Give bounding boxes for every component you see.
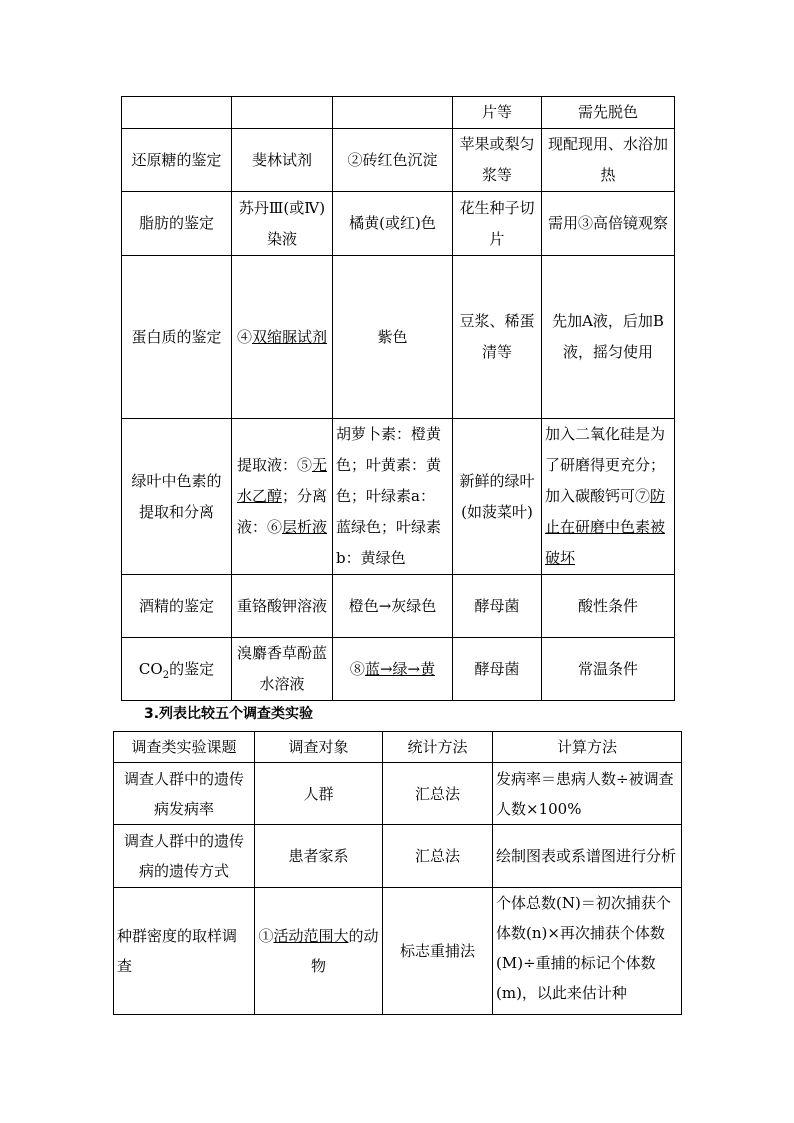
table-cell: 片等: [453, 97, 542, 129]
subscript: 2: [162, 669, 170, 681]
cell-text: 的鉴定: [169, 659, 215, 678]
table-cell: 调查人群中的遗传病的遗传方式: [114, 825, 255, 888]
table-row: [122, 638, 675, 701]
cell-text: CO: [138, 659, 163, 678]
table-cell: 需先脱色: [542, 97, 675, 129]
table-cell: 还原糖的鉴定: [122, 129, 232, 192]
table-cell: 胡萝卜素：橙黄色；叶黄素：黄色；叶绿素a：蓝绿色；叶绿素b：黄绿色: [333, 419, 453, 575]
cell-text: 的动物: [310, 927, 379, 975]
column-header: 调查对象: [255, 732, 383, 763]
cell-text: 加入二氧化硅是为了研磨得更充分；加入碳酸钙可⑦: [545, 425, 666, 505]
table-row: [122, 129, 675, 192]
answer-number: ①: [258, 927, 274, 945]
table-cell: 酵母菌: [453, 638, 542, 701]
table-row: [122, 192, 675, 256]
answer-text: 层析液: [282, 518, 328, 536]
column-header: 统计方法: [383, 732, 493, 763]
table-cell: [255, 888, 383, 1015]
table-cell: [122, 638, 232, 701]
table-cell: 患者家系: [255, 825, 383, 888]
table-cell: [232, 419, 333, 575]
table-row: [114, 825, 682, 888]
table-cell: 重铬酸钾溶液: [232, 575, 333, 638]
table-header-row: [114, 732, 682, 763]
table-cell: 紫色: [333, 256, 453, 419]
cell-text: ；分离液：⑥: [236, 487, 328, 536]
table-cell: 现配现用、水浴加热: [542, 129, 675, 192]
survey-experiments-table: [113, 731, 682, 1015]
table-cell: 酵母菌: [453, 575, 542, 638]
answer-number: ④: [236, 327, 252, 346]
answer-text: 无水乙醇: [236, 456, 328, 505]
table-cell: 酸性条件: [542, 575, 675, 638]
answer-text: 活动范围大: [273, 927, 349, 945]
table-cell: ②砖红色沉淀: [333, 129, 453, 192]
table-cell: [542, 419, 675, 575]
table-cell: [333, 97, 453, 129]
table-cell: 溴麝香草酚蓝水溶液: [232, 638, 333, 701]
table-cell: 橙色→灰绿色: [333, 575, 453, 638]
table-cell: 人群: [255, 763, 383, 825]
cell-text: 提取液：⑤: [236, 456, 312, 474]
column-header: 计算方法: [493, 732, 682, 763]
table-cell: 苏丹Ⅲ(或Ⅳ)染液: [232, 192, 333, 256]
table-row: [122, 575, 675, 638]
table-cell: 蛋白质的鉴定: [122, 256, 232, 419]
table-cell: 酒精的鉴定: [122, 575, 232, 638]
table-cell: 豆浆、稀蛋清等: [453, 256, 542, 419]
answer-text: 防止在研磨中色素被破坏: [545, 487, 666, 567]
table-cell: 调查人群中的遗传病发病率: [114, 763, 255, 825]
table-cell: 花生种子切片: [453, 192, 542, 256]
table-cell: 汇总法: [383, 825, 493, 888]
table-cell: 需用③高倍镜观察: [542, 192, 675, 256]
table-row: [122, 97, 675, 129]
table-row: [122, 419, 675, 575]
column-header: 调查类实验课题: [114, 732, 255, 763]
table-cell: 苹果或梨匀浆等: [453, 129, 542, 192]
table-cell: 脂肪的鉴定: [122, 192, 232, 256]
answer-text: 蓝→绿→黄: [364, 659, 436, 678]
table-cell: 新鲜的绿叶(如菠菜叶): [453, 419, 542, 575]
table-cell: 斐林试剂: [232, 129, 333, 192]
table-cell: 种群密度的取样调查: [114, 888, 255, 1015]
answer-text: 双缩脲试剂: [252, 327, 328, 346]
table-cell: 汇总法: [383, 763, 493, 825]
table-cell: [122, 97, 232, 129]
table-cell: 发病率＝患病人数÷被调查人数×100%: [493, 763, 682, 825]
table-row: [114, 888, 682, 1015]
table-cell: 个体总数(N)＝初次捕获个体数(n)×再次捕获个体数(M)÷重捕的标记个体数(m)，以此来估计种: [493, 888, 682, 1015]
table-row: [114, 763, 682, 825]
table-cell: 常温条件: [542, 638, 675, 701]
table-cell: [333, 638, 453, 701]
table-cell: 先加A液，后加B液，摇匀使用: [542, 256, 675, 419]
table-cell: 绿叶中色素的提取和分离: [122, 419, 232, 575]
table-cell: 橘黄(或红)色: [333, 192, 453, 256]
reagent-identification-table: [121, 96, 675, 701]
table-row: [122, 256, 675, 419]
answer-number: ⑧: [349, 659, 365, 678]
section-title: 3.列表比较五个调查类实验: [144, 706, 314, 722]
table-cell: 标志重捕法: [383, 888, 493, 1015]
table-cell: [232, 256, 333, 419]
table-cell: [232, 97, 333, 129]
table-cell: 绘制图表或系谱图进行分析: [493, 825, 682, 888]
